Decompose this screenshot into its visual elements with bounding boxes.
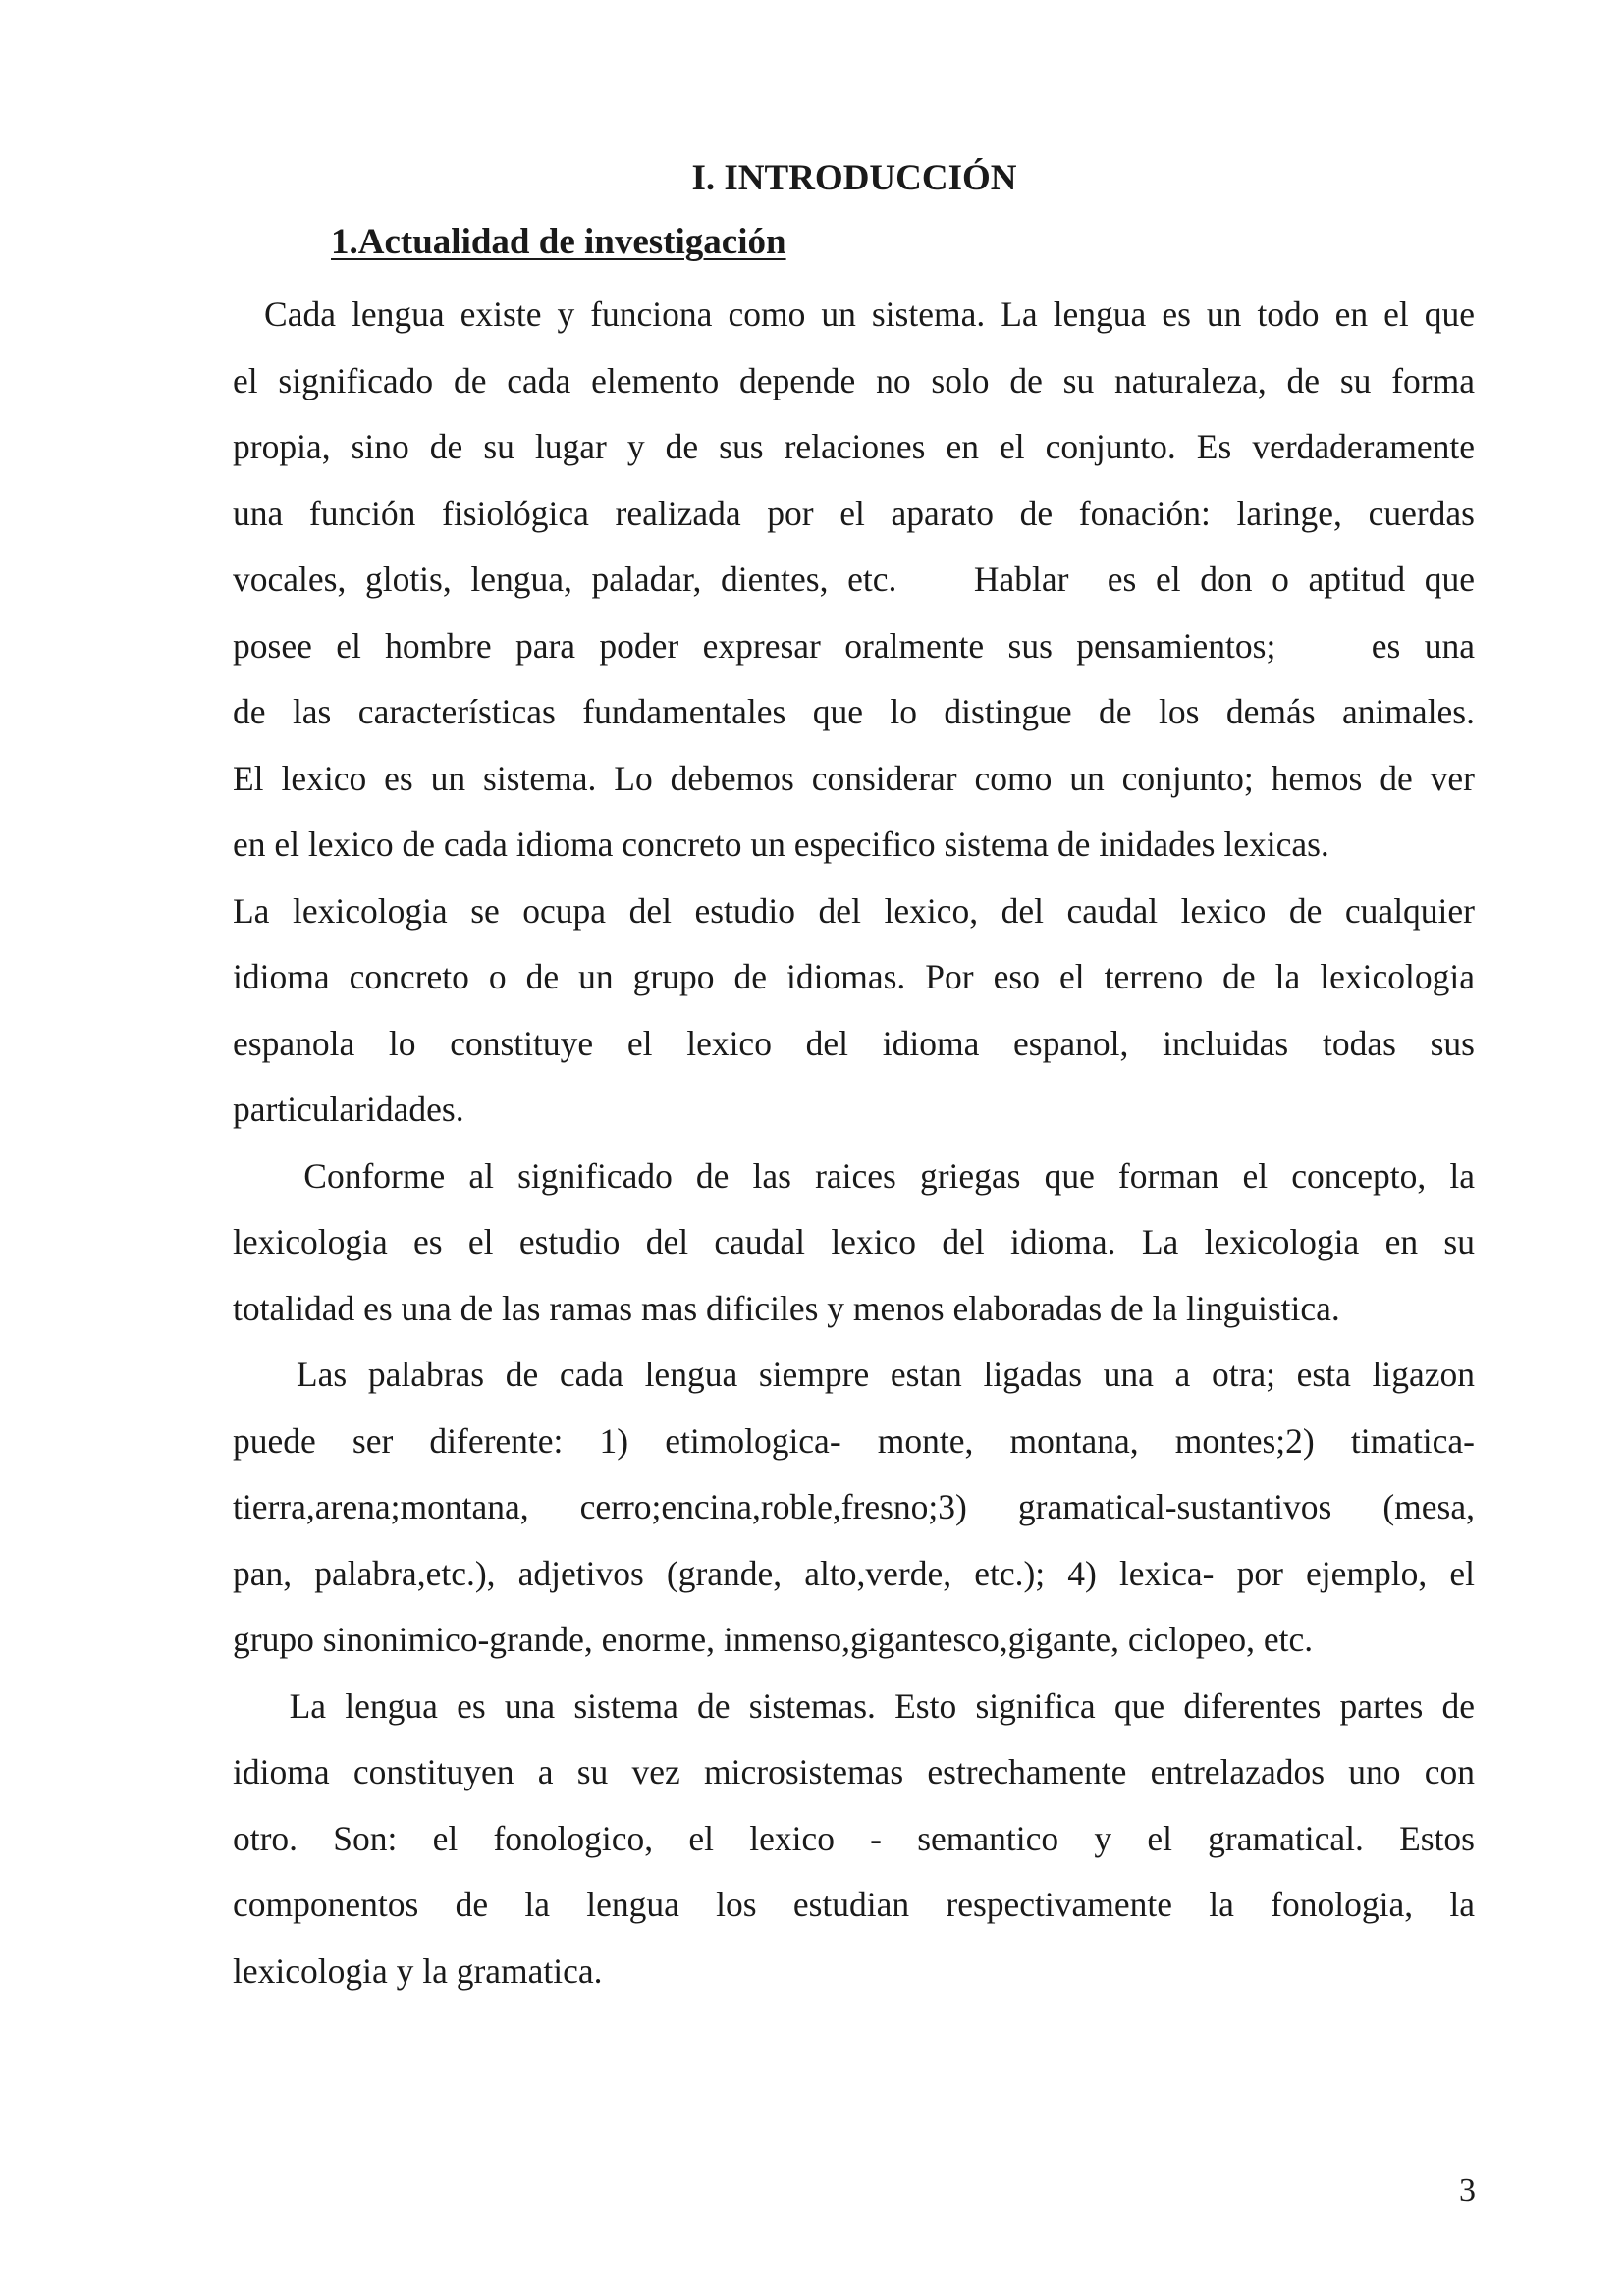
text-line: vocales, glotis, lengua, paladar, dientes, etc. Hablar es el don o aptitud que [233, 560, 1475, 599]
text-line: La lengua es una sistema de sistemas. Esto significa que diferentes partes de [233, 1685, 1475, 1726]
text-line: en el lexico de cada idioma concreto un especifico sistema de inidades lexicas. [233, 825, 1329, 864]
text-line: particularidades. [233, 1090, 464, 1129]
text-line: Cada lengua existe y funciona como un sistema. La lengua es un todo en el que [233, 294, 1475, 334]
text-line: puede ser diferente: 1) etimologica- monte, montana, montes;2) timatica- [233, 1420, 1475, 1461]
body-text [233, 282, 1475, 2004]
text-line: Las palabras de cada lengua siempre estan ligadas una a otra; esta ligazon [233, 1355, 1475, 1394]
text-line: pan, palabra,etc.), adjetivos (grande, alto,verde, etc.); 4) lexica- por ejemplo, el [233, 1553, 1475, 1593]
text-line: el significado de cada elemento depende no solo de su naturaleza, de su forma [233, 360, 1475, 400]
section-heading: I. INTRODUCCIÓN [691, 158, 1017, 198]
text-line: lexicologia es el estudio del caudal lexico del idioma. La lexicologia en su [233, 1222, 1475, 1261]
subsection-heading: 1.Actualidad de investigación [331, 222, 786, 262]
text-line: una función fisiológica realizada por el aparato de fonación: laringe, cuerdas [233, 493, 1475, 533]
text-line: lexicologia y la gramatica. [233, 1950, 603, 1991]
text-line: de las características fundamentales que lo distingue de los demás animales. [233, 692, 1475, 731]
text-line: propia, sino de su lugar y de sus relaciones en el conjunto. Es verdaderamente [233, 427, 1475, 466]
text-line: componentos de la lengua los estudian respectivamente la fonologia, la [233, 1885, 1475, 1924]
text-line: Conforme al significado de las raices griegas que forman el concepto, la [233, 1155, 1475, 1196]
text-line: tierra,arena;montana, cerro;encina,roble,fresno;3) gramatical-sustantivos (mesa, [233, 1487, 1475, 1526]
page-number: 3 [1459, 2172, 1476, 2209]
text-line: La lexicologia se ocupa del estudio del lexico, del caudal lexico de cualquier [233, 890, 1475, 931]
text-line: espanola lo constituye el lexico del idioma espanol, incluidas todas sus [233, 1023, 1475, 1063]
text-line: idioma concreto o de un grupo de idiomas. Por eso el terreno de la lexicologia [233, 957, 1475, 996]
text-line: El lexico es un sistema. Lo debemos considerar como un conjunto; hemos de ver [233, 758, 1475, 798]
text-line: totalidad es una de las ramas mas dificiles y menos elaboradas de la linguistica. [233, 1288, 1340, 1328]
text-line: grupo sinonimico-grande, enorme, inmenso,gigantesco,gigante, ciclopeo, etc. [233, 1620, 1314, 1659]
text-line: otro. Son: el fonologico, el lexico - semantico y el gramatical. Estos [233, 1818, 1475, 1858]
text-line: idioma constituyen a su vez microsistemas estrechamente entrelazados uno con [233, 1752, 1475, 1791]
text-line: posee el hombre para poder expresar oralmente sus pensamientos; es una [233, 625, 1475, 666]
